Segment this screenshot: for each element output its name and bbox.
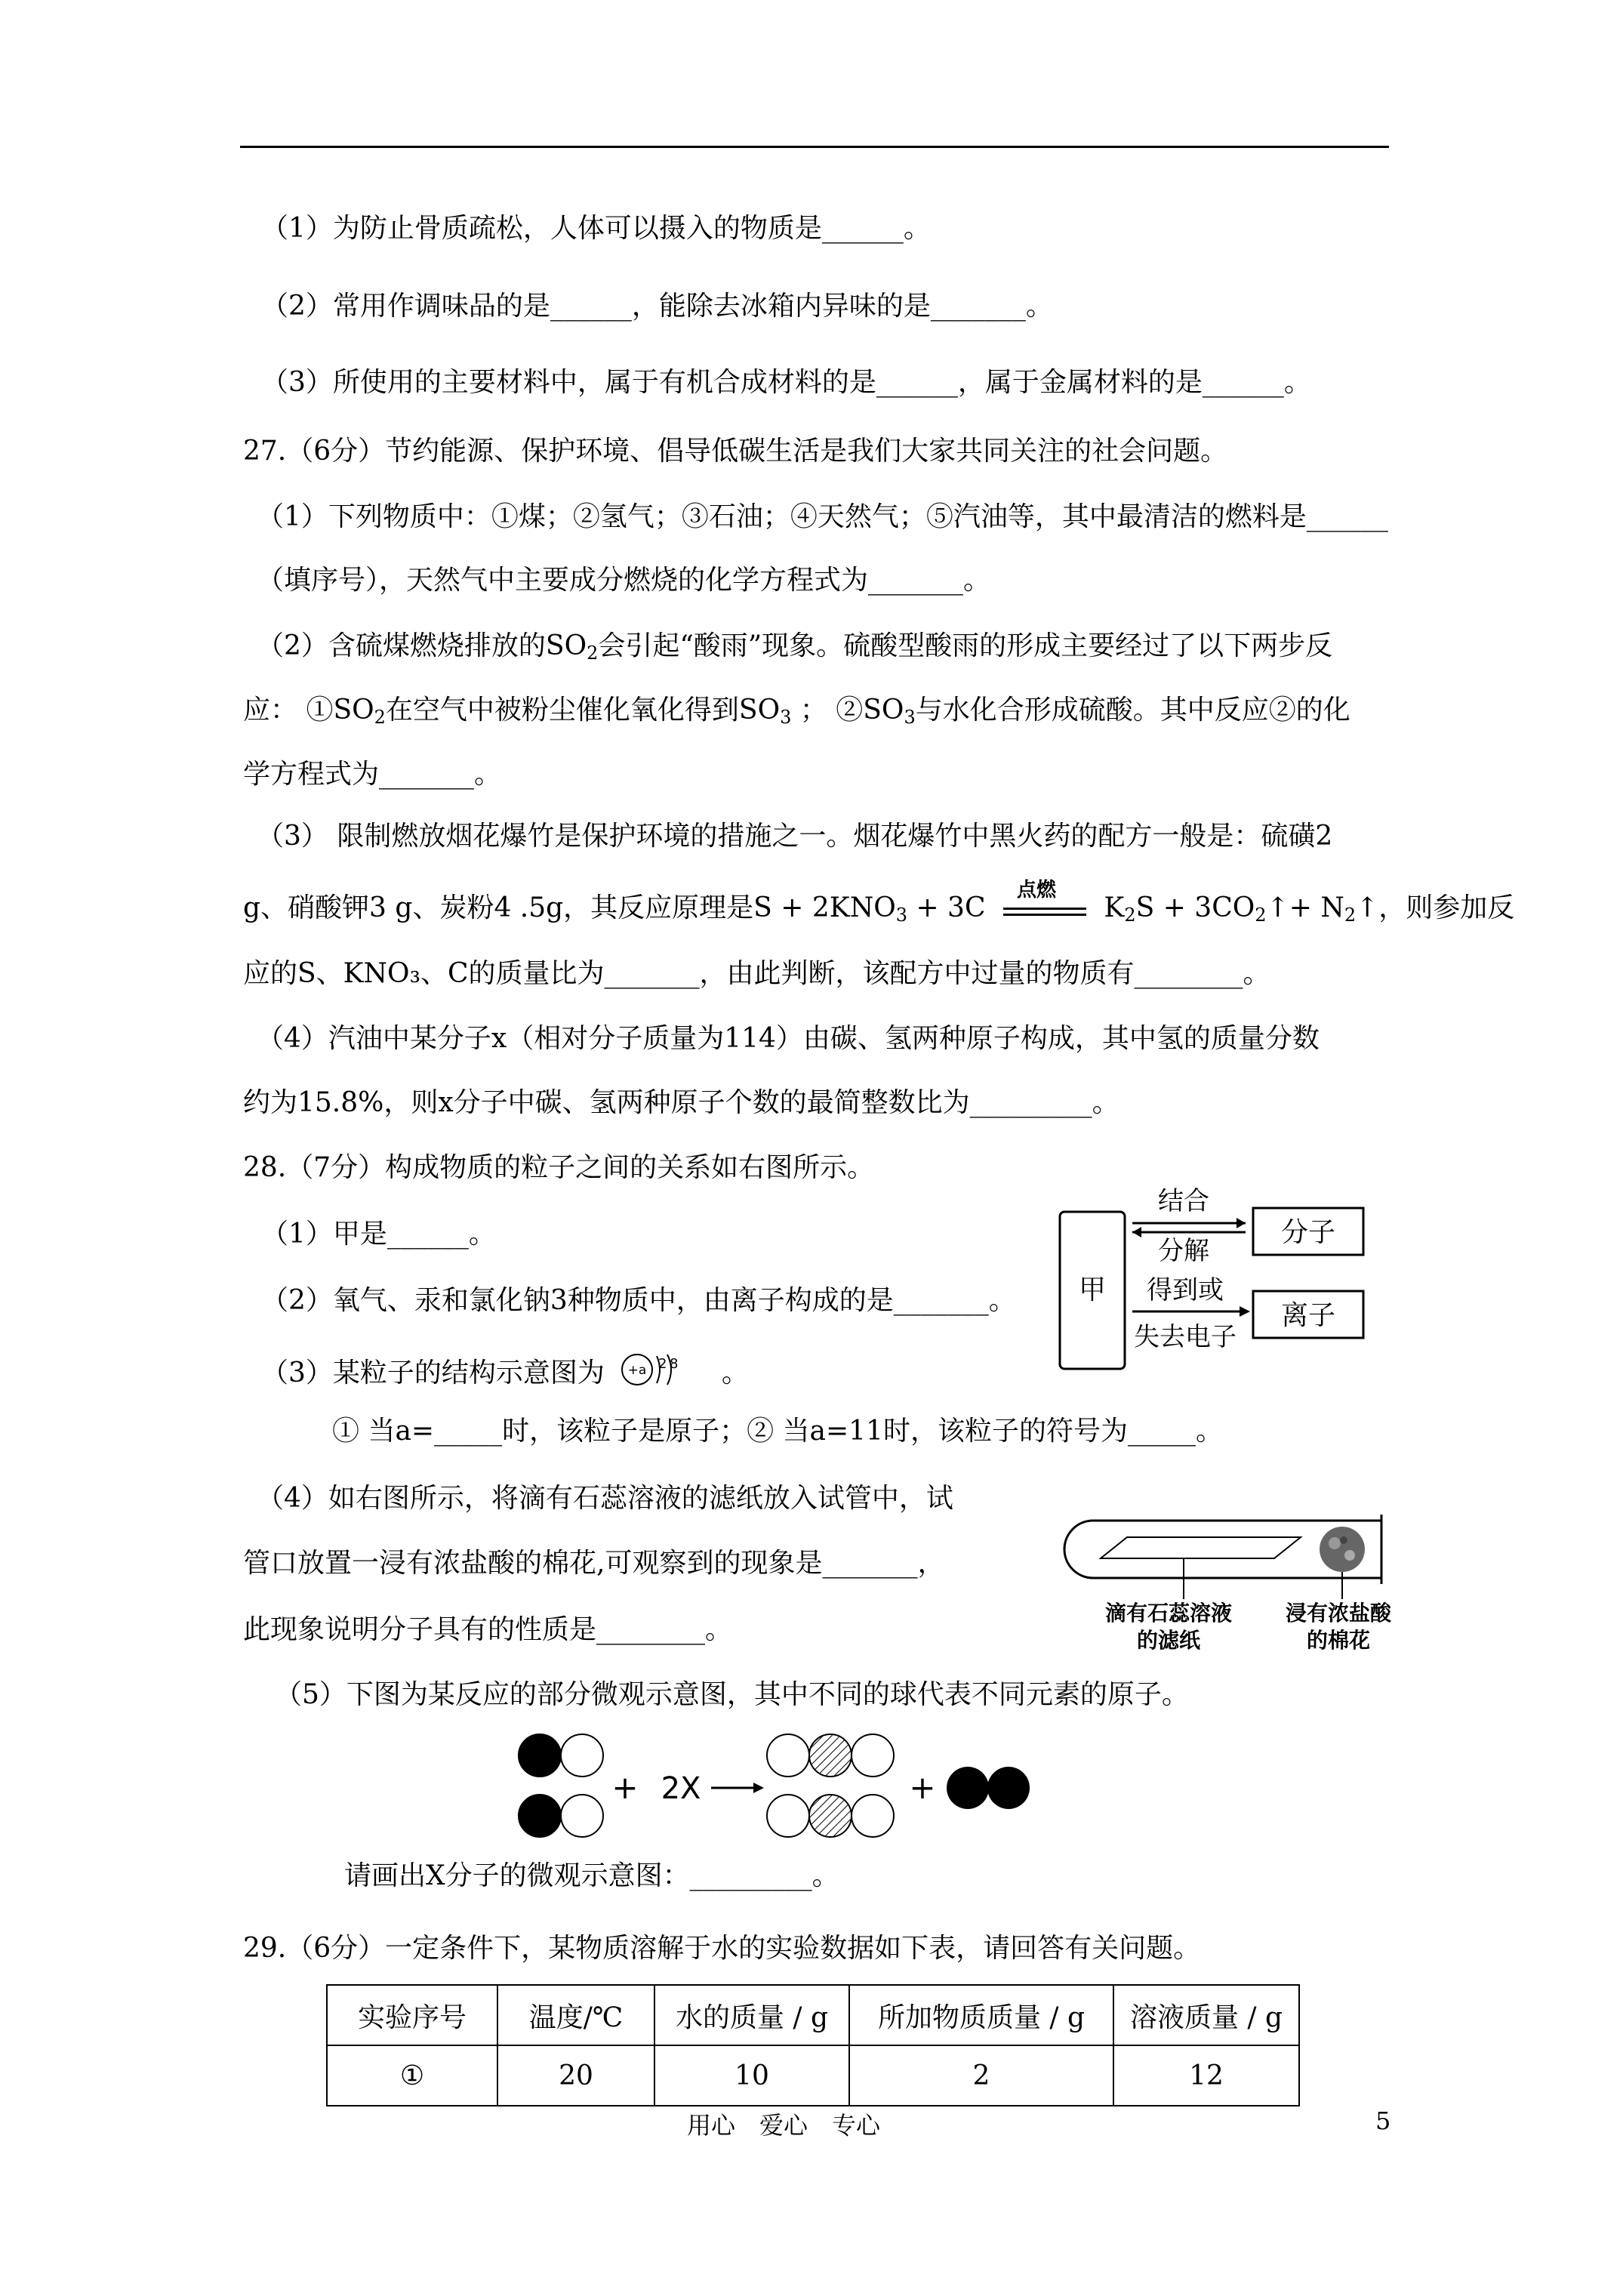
footer-motto: 用心 爱心 专心 <box>687 2111 881 2140</box>
reaction-condition-arrow: 点燃 <box>1003 891 1086 926</box>
q28-part4b: 管口放置一浸有浓盐酸的棉花,可观察到的现象是_______， <box>243 1548 945 1579</box>
jia-label: 甲 <box>1078 1274 1107 1305</box>
product-black-molecule <box>947 1767 1030 1809</box>
header-rule <box>240 146 1389 148</box>
q27-part2c: 学方程式为_______。 <box>243 759 502 790</box>
reactant-2x: 2X <box>661 1771 701 1806</box>
table-header-row <box>327 1985 1299 2045</box>
filter-paper <box>1101 1537 1301 1558</box>
table-header-cell: 温度/℃ <box>497 1985 654 2045</box>
shell1-count: 2 <box>658 1356 667 1372</box>
filter-paper-label-1: 滴有石蕊溶液 <box>1104 1601 1233 1626</box>
cotton-label-1: 浸有浓盐酸 <box>1285 1601 1392 1626</box>
table-header-cell: 所加物质质量 / g <box>849 1985 1113 2045</box>
q27-part2b: 应： $①SO_2$在空气中被粉尘催化氧化得到$SO_3$ ； $②SO_3$与水化合形成硫酸。其中反应②的化 <box>243 695 1350 728</box>
q27-title: 27.（6分）节约能源、保护环境、倡导低碳生活是我们大家共同关注的社会问题。 <box>243 436 1228 467</box>
table-cell: 12 <box>1113 2045 1299 2106</box>
gain-lose-label-1: 得到或 <box>1147 1275 1224 1305</box>
table-cell: ① <box>327 2045 497 2106</box>
nucleus-charge: +a <box>628 1363 647 1378</box>
table-cell: 20 <box>497 2045 654 2106</box>
filter-paper-label-2: 的滤纸 <box>1136 1628 1201 1653</box>
table-header-cell: 实验序号 <box>327 1985 497 2045</box>
arrow-right-icon <box>1240 1306 1250 1317</box>
q27-part1a: （1）下列物质中：①煤；②氢气；③石油；④天然气；⑤汽油等，其中最清洁的燃料是______ <box>257 501 1388 532</box>
q28-part2: （2）氧气、汞和氯化钠3种物质中，由离子构成的是_______。 <box>261 1285 1016 1316</box>
table-cell: 10 <box>654 2045 849 2106</box>
decompose-label: 分解 <box>1158 1236 1209 1266</box>
q26-part1: （1）为防止骨质疏松，人体可以摄入的物质是______。 <box>261 213 931 244</box>
experiment-table <box>326 1984 1300 2106</box>
arrow-right-icon <box>1236 1218 1246 1228</box>
q27-part4b: 约为15.8%，则x分子中碳、氢两种原子个数的最简整数比为_________。 <box>243 1087 1119 1118</box>
plus-sign-2: + <box>909 1769 936 1806</box>
table-row <box>327 2045 1299 2106</box>
table-header-cell: 溶液质量 / g <box>1113 1985 1299 2045</box>
page-number: 5 <box>1375 2106 1391 2135</box>
q28-part5: （5）下图为某反应的部分微观示意图，其中不同的球代表不同元素的原子。 <box>275 1679 1189 1710</box>
arrow-left-icon <box>1132 1227 1141 1237</box>
reaction-micro-diagram <box>513 1729 1042 1842</box>
q28-part4c: 此现象说明分子具有的性质是________。 <box>243 1614 733 1645</box>
test-tube-diagram <box>1040 1510 1395 1653</box>
plus-sign-1: + <box>611 1769 639 1806</box>
cotton-label-2: 的棉花 <box>1306 1628 1371 1653</box>
q27-part1b: （填序号），天然气中主要成分燃烧的化学方程式为_______。 <box>257 565 991 596</box>
q27-part3b: g、硝酸钾3 g、炭粉4 .5g，其反应原理是$S + 2KNO_3 + 3C$ 点燃 $K_2S$ + $3CO_2↑+$ $N_2↑$，则参加反 <box>243 879 1515 926</box>
q28-part4a: （4）如右图所示，将滴有石蕊溶液的滤纸放入试管中，试 <box>257 1483 953 1514</box>
table-cell: 2 <box>849 2045 1113 2106</box>
q28-title: 28.（7分）构成物质的粒子之间的关系如右图所示。 <box>243 1152 875 1183</box>
product-molecules <box>767 1734 894 1837</box>
q27-part3c: 应的S、KNO₃、C的质量比为_______，由此判断，该配方中过量的物质有________。 <box>243 958 1270 989</box>
table-header-cell: 水的质量 / g <box>654 1985 849 2045</box>
gain-lose-label-2: 失去电子 <box>1134 1322 1236 1352</box>
shell2-count: 8 <box>670 1356 679 1372</box>
q27-part4a: （4）汽油中某分子x（相对分子质量为114）由碳、氢两种原子构成，其中氢的质量分数 <box>257 1023 1320 1054</box>
particle-relationship-diagram <box>1057 1178 1389 1374</box>
q26-part2: （2）常用作调味品的是______，能除去冰箱内异味的是_______。 <box>261 291 1053 322</box>
q27-part2a: （2）含硫煤燃烧排放的$SO_2$会引起“酸雨”现象。硫酸型酸雨的形成主要经过了以下两步反 <box>257 630 1333 664</box>
q26-part3: （3）所使用的主要材料中，属于有机合成材料的是______，属于金属材料的是______。 <box>261 367 1311 398</box>
reaction-arrow-icon <box>753 1783 764 1793</box>
q28-part3: （3）某粒子的结构示意图为 +a 2 8 。 <box>261 1351 749 1404</box>
cotton-ball <box>1320 1527 1365 1572</box>
q28-part3-sub: ① 当a=_____时，该粒子是原子；② 当a=11时，该粒子的符号为_____。 <box>332 1416 1223 1447</box>
atom-structure-diagram <box>617 1351 701 1404</box>
molecule-label: 分子 <box>1280 1217 1336 1248</box>
reactant-molecules <box>519 1734 603 1837</box>
q27-part3a: （3） 限制燃放烟花爆竹是保护环境的措施之一。烟花爆竹中黑火药的配方一般是：硫磺2 <box>257 821 1333 852</box>
combine-label: 结合 <box>1158 1186 1209 1216</box>
q28-part1: （1）甲是______。 <box>261 1219 496 1250</box>
q29-title: 29.（6分）一定条件下，某物质溶解于水的实验数据如下表，请回答有关问题。 <box>243 1933 1201 1964</box>
ion-label: 离子 <box>1280 1300 1336 1331</box>
q28-part5-draw: 请画出X分子的微观示意图：_________。 <box>344 1860 839 1891</box>
